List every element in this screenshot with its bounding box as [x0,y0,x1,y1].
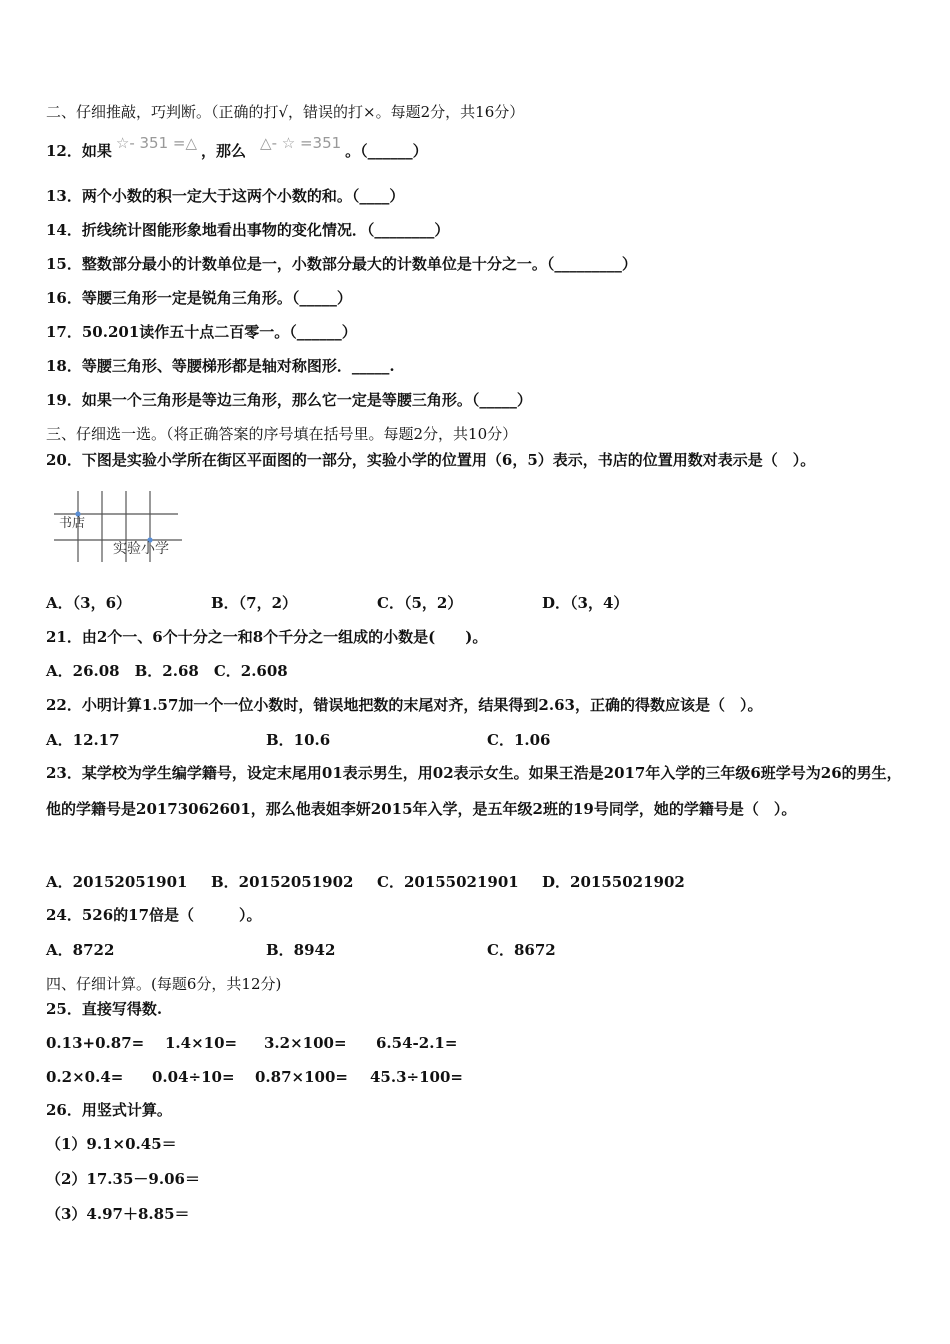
q24-option-b: B．8942 [266,941,336,959]
question-16: 16．等腰三角形一定是锐角三角形。（_____） [46,289,352,307]
q12-blank: 。（______） [345,142,428,160]
question-12 [46,133,428,161]
question-24: 24．526的17倍是（ ）。 [46,906,262,924]
q20-option-c: C．（5，2） [377,594,463,612]
q12-prefix: 12．如果 [46,142,112,160]
q26-item-1: （1）9.1×0.45＝ [46,1135,177,1153]
q23-option-c: C．20155021901 [377,873,519,891]
q20-option-a: A．（3，6） [46,594,132,612]
q12-middle: ，那么 [201,142,247,160]
map-label-bookstore: 书店 [59,516,86,531]
q12-expression-1: ☆- 351 =△ [115,134,198,152]
question-14: 14．折线统计图能形象地看出事物的变化情况．（________） [46,221,450,239]
section-three-heading: 三、仔细选一选。（将正确答案的序号填在括号里。每题2分，共10分） [46,425,518,443]
calc-item: 0.04÷10= [152,1068,235,1086]
q23-option-b: B．20152051902 [211,873,354,891]
q23-option-d: D．20155021902 [542,873,685,891]
street-map-figure [50,488,200,566]
q26-item-2: （2）17.35－9.06＝ [46,1170,200,1188]
calc-item: 0.2×0.4= [46,1068,124,1086]
calc-item: 3.2×100= [264,1034,347,1052]
section-four-heading: 四、仔细计算。(每题6分，共12分) [46,975,282,993]
q24-option-c: C．8672 [487,941,556,959]
section-two-heading: 二、仔细推敲，巧判断。（正确的打√，错误的打×。每题2分，共16分） [46,103,525,121]
q23-option-a: A．20152051901 [46,873,188,891]
question-18: 18．等腰三角形、等腰梯形都是轴对称图形．_____. [46,357,395,375]
question-26: 26．用竖式计算。 [46,1101,172,1119]
q20-option-b: B．（7，2） [211,594,298,612]
question-17: 17．50.201读作五十点二百零一。（______） [46,323,357,341]
question-15: 15．整数部分最小的计数单位是一，小数部分最大的计数单位是十分之一。（_________） [46,255,637,273]
calc-item: 6.54-2.1= [376,1034,458,1052]
question-22: 22．小明计算1.57加一个一位小数时，错误地把数的末尾对齐，结果得到2.63，正确的得数应该是（ ）。 [46,696,763,714]
calc-item: 0.87×100= [255,1068,348,1086]
q21-options: A．26.08 B．2.68 C．2.608 [46,662,288,680]
question-19: 19．如果一个三角形是等边三角形，那么它一定是等腰三角形。（_____） [46,391,532,409]
q22-option-a: A．12.17 [46,731,120,749]
q26-item-3: （3）4.97＋8.85＝ [46,1205,190,1223]
q24-option-a: A．8722 [46,941,115,959]
q12-expression-2: △- ☆ =351 [260,134,342,152]
question-25: 25．直接写得数. [46,1000,163,1018]
map-label-school: 实验小学 [113,541,169,557]
calc-item: 45.3÷100= [370,1068,463,1086]
q22-option-b: B．10.6 [266,731,331,749]
question-23: 23．某学校为学生编学籍号，设定末尾用01表示男生，用02表示女生。如果王浩是2017年入学的三年级6班学号为26的男生，他的学籍号是20173062601，那么他表姐李妍2015年入学，是五年级2班的19号同学，她的学籍号是（ ）。 [46,764,902,818]
q20-option-d: D．（3，4） [542,594,629,612]
calc-item: 0.13+0.87= [46,1034,145,1052]
q22-option-c: C．1.06 [487,731,551,749]
question-21: 21．由2个一、6个十分之一和8个千分之一组成的小数是( )。 [46,628,488,646]
question-20: 20．下图是实验小学所在街区平面图的一部分，实验小学的位置用（6，5）表示，书店的位置用数对表示是（ ）。 [46,451,816,469]
question-13: 13．两个小数的积一定大于这两个小数的和。（____） [46,187,405,205]
calc-item: 1.4×10= [165,1034,238,1052]
